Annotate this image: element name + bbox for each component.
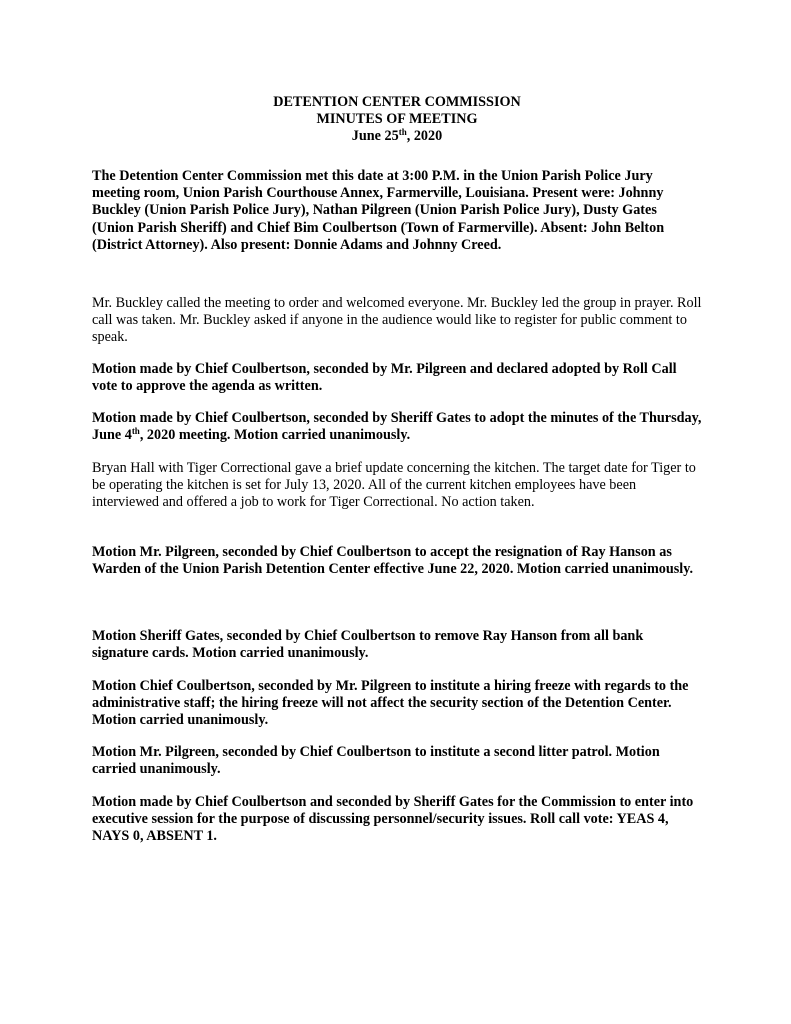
document-header: [92, 94, 702, 145]
paragraph-attendance: The Detention Center Commission met this date at 3:00 P.M. in the Union Parish Police Jury meeting room, Union Parish Courthouse Annex, Farmerville, Louisiana. Present were: Johnny Buckley (Union Parish Police Jury), Nathan Pilgreen (Union Parish Police Jury), Dusty Gates (Union Parish Sheriff) and Chief Bim Coulbertson (Town of Farmerville). Absent: John Belton (District Attorney). Also present: Donnie Adams and Johnny Creed.: [92, 168, 665, 253]
paragraph-motion-resignation: Motion Mr. Pilgreen, seconded by Chief Coulbertson to accept the resignation of Ray Hanson as Warden of the Union Parish Detention Center effective June 22, 2020. Motion carried unanimously.: [92, 544, 694, 578]
motion-minutes-text-b: , 2020 meeting. Motion carried unanimously.: [139, 427, 411, 444]
paragraph-kitchen-update: Bryan Hall with Tiger Correctional gave a brief update concerning the kitchen. The target date for Tiger to be operating the kitchen is set for July 13, 2020. All of the current kitchen employees have been interviewed and offered a job to work for Tiger Correctional. No action taken.: [92, 460, 696, 511]
header-subtitle: MINUTES OF MEETING: [316, 111, 478, 127]
paragraph-call-to-order: Mr. Buckley called the meeting to order and welcomed everyone. Mr. Buckley led the group in prayer. Roll call was taken. Mr. Buckley asked if anyone in the audience would like to register for public comment to speak.: [92, 295, 702, 346]
paragraph-motion-minutes: [92, 410, 702, 444]
paragraph-motion-executive-session: Motion made by Chief Coulbertson and seconded by Sheriff Gates for the Commission to enter into executive session for the purpose of discussing personnel/security issues. Roll call vote: YEAS 4, NAYS 0, ABSENT 1.: [92, 794, 694, 845]
header-date-sup: th: [398, 127, 407, 137]
paragraph-motion-litter-patrol: Motion Mr. Pilgreen, seconded by Chief Coulbertson to institute a second litter patrol. Motion carried unanimously.: [92, 744, 660, 778]
motion-minutes-text-a: Motion made by Chief Coulbertson, seconded by Sheriff Gates to adopt the minutes of the Thursday, June 4: [92, 410, 702, 444]
document-page: [92, 94, 702, 845]
header-date: [92, 128, 702, 145]
paragraph-motion-hiring-freeze: Motion Chief Coulbertson, seconded by Mr. Pilgreen to institute a hiring freeze with regards to the administrative staff; the hiring freeze will not affect the security section of the Detention Center. Motion carried unanimously.: [92, 678, 689, 729]
paragraph-motion-signature-cards: Motion Sheriff Gates, seconded by Chief Coulbertson to remove Ray Hanson from all bank signature cards. Motion carried unanimously.: [92, 628, 644, 662]
paragraph-motion-agenda: Motion made by Chief Coulbertson, seconded by Mr. Pilgreen and declared adopted by Roll Call vote to approve the agenda as written.: [92, 361, 677, 395]
header-date-suffix: , 2020: [406, 128, 443, 144]
header-date-prefix: June 25: [351, 128, 399, 144]
header-title: DETENTION CENTER COMMISSION: [273, 94, 521, 110]
motion-minutes-sup: th: [131, 426, 140, 437]
